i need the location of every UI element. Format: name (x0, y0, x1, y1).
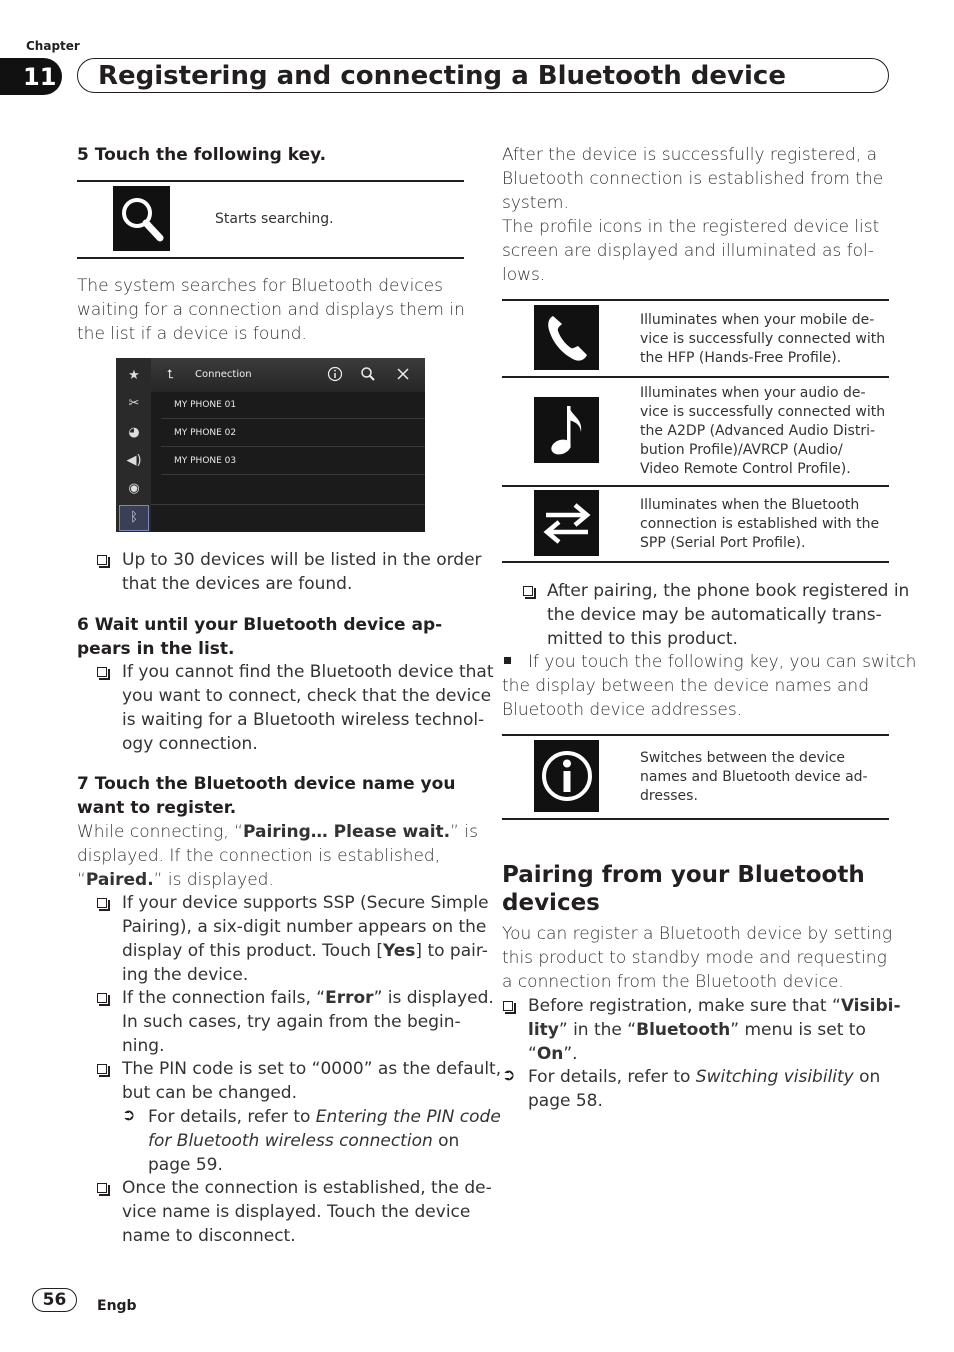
spp-profile-icon-box (534, 490, 599, 556)
phone-icon (544, 313, 590, 363)
info-key-description: Switches between the device names and Bluetooth device ad- dresses. (640, 750, 868, 804)
palette-icon: ◕ (128, 425, 140, 440)
screen-title: Connection (195, 369, 252, 380)
note-30-devices: Up to 30 devices will be listed in the order that the devices are found. (122, 550, 482, 594)
reference-arrow-icon: ➲ (122, 1105, 136, 1124)
page-number: 56 (32, 1288, 77, 1312)
note-icon (97, 555, 107, 565)
note-once-connected: Once the connection is established, the de- vice name is displayed. Touch the device name to disconnect. (122, 1178, 492, 1246)
hfp-description: Illuminates when your mobile de- vice is successfully connected with the HFP (Hands-Free Profile). (640, 312, 886, 366)
note-icon (523, 586, 533, 596)
search-icon[interactable] (360, 366, 376, 382)
note-cannot-find: If you cannot find the Bluetooth device that you want to connect, check that the device is waiting for a Bluetooth wireless technol- ogy connection. (122, 662, 494, 754)
star-icon: ★ (128, 368, 140, 383)
search-icon (118, 194, 166, 244)
table-row-divider (502, 485, 889, 487)
screen-sidebar (116, 358, 151, 532)
hfp-profile-icon-box (534, 305, 599, 370)
reference-visibility: For details, refer to Switching visibility on page 58. (528, 1067, 881, 1111)
step-7-heading: 7 Touch the Bluetooth device name you want to register. (77, 774, 456, 818)
table-top-rule (77, 180, 464, 182)
table-bottom-rule (502, 818, 889, 820)
device-list-item[interactable]: MY PHONE 02 (161, 419, 425, 447)
disc-icon: ◉ (128, 481, 140, 496)
note-icon (503, 1001, 513, 1011)
connecting-paragraph: While connecting, “Pairing… Please wait.” is displayed. If the connection is established, “Paired.” is displayed. (77, 822, 478, 890)
search-key[interactable] (113, 186, 170, 251)
chapter-label: Chapter (26, 39, 80, 53)
info-icon[interactable] (327, 366, 343, 382)
note-phonebook: After pairing, the phone book registered in the device may be automatically trans- mitted to this product. (547, 581, 910, 649)
device-list-item[interactable]: MY PHONE 03 (161, 447, 425, 475)
table-bottom-rule (77, 257, 464, 259)
spp-description: Illuminates when the Bluetooth connection is established with the SPP (Serial Port Profile). (640, 497, 880, 551)
section-heading: Pairing from your Bluetooth devices (502, 862, 865, 916)
note-visibility: Before registration, make sure that “Visibi- lity” in the “Bluetooth” menu is set to “On”. (528, 996, 901, 1064)
table-row-divider (502, 376, 889, 378)
info-icon (540, 749, 594, 803)
note-icon (97, 1064, 107, 1074)
chapter-number: 11 (0, 58, 62, 95)
register-paragraph: You can register a Bluetooth device by setting this product to standby mode and requesting a connection from the Bluetooth device. (502, 924, 893, 992)
touch-key-paragraph: If you touch the following key, you can switch the display between the device names and Bluetooth device addresses. (502, 652, 917, 720)
search-key-description: Starts searching. (215, 211, 334, 227)
bluetooth-icon: ᛒ (130, 510, 138, 525)
back-icon[interactable]: ⮤ (167, 367, 175, 381)
a2dp-profile-icon-box (534, 397, 599, 463)
screen-divider (151, 504, 425, 505)
screen-header (151, 358, 425, 392)
note-icon (97, 993, 107, 1003)
note-icon (97, 1183, 107, 1193)
table-top-rule (502, 299, 889, 301)
bluetooth-tab[interactable] (119, 505, 149, 531)
note-icon (97, 667, 107, 677)
search-paragraph: The system searches for Bluetooth devices waiting for a connection and displays them in the list if a device is found. (77, 276, 465, 344)
step-5-heading: 5 Touch the following key. (77, 145, 327, 165)
reference-pin-code: For details, refer to Entering the PIN code for Bluetooth wireless connection on page 59. (148, 1107, 501, 1175)
arrows-swap-icon (542, 501, 592, 545)
language-code: Engb (97, 1298, 137, 1314)
tools-icon: ✂ (128, 396, 140, 411)
note-ssp: If your device supports SSP (Secure Simple Pairing), a six-digit number appears on the display of this product. Touch [Yes] to pair- ing the device. (122, 893, 489, 985)
step-6-heading: 6 Wait until your Bluetooth device ap- pears in the list. (77, 615, 443, 659)
music-note-icon (547, 402, 587, 458)
reference-arrow-icon: ➲ (502, 1065, 516, 1084)
device-list-item[interactable]: MY PHONE 01 (161, 391, 425, 419)
note-connection-fails: If the connection fails, “Error” is displayed. In such cases, try again from the begin- ning. (122, 988, 494, 1056)
after-registration-paragraph: After the device is successfully registered, a Bluetooth connection is established from the system. The profile icons in the registered device list screen are displayed and illuminated as fol- lows. (502, 145, 884, 285)
page-title: Registering and connecting a Bluetooth device (77, 58, 889, 93)
note-icon (97, 898, 107, 908)
a2dp-description: Illuminates when your audio de- vice is successfully connected with the A2DP (Advanced Audio Distri- bution Profile)/AVRCP (Audio/ Video Remote Control Profile). (640, 385, 886, 477)
table-bottom-rule (502, 561, 889, 563)
close-icon[interactable] (396, 367, 410, 381)
speaker-icon: ◀) (126, 453, 142, 468)
info-key[interactable] (534, 740, 599, 812)
device-list-screenshot (116, 358, 425, 532)
note-pin: The PIN code is set to “0000” as the default, but can be changed. (122, 1059, 502, 1103)
table-top-rule (502, 734, 889, 736)
